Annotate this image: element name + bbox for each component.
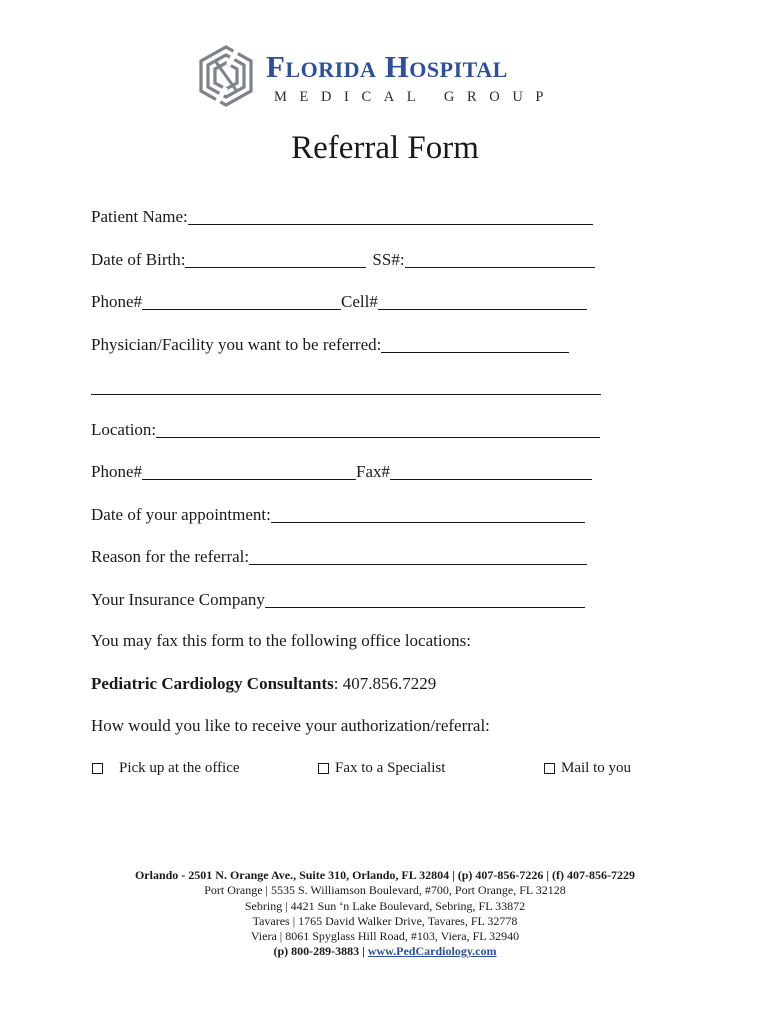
pick-up-checkbox[interactable]	[92, 763, 103, 774]
reason-field[interactable]	[249, 547, 587, 565]
phone-label: Phone#	[91, 292, 142, 311]
florida-hospital-logo	[194, 44, 584, 112]
hospital-emblem-icon	[194, 44, 258, 108]
logo-subtitle: MEDICAL GROUP	[274, 89, 557, 105]
insurance-row	[91, 587, 585, 611]
footer-addresses	[0, 868, 770, 960]
phone-cell-row	[91, 289, 587, 313]
location-row	[91, 417, 600, 441]
footer-tavares: Tavares | 1765 David Walker Drive, Tavares, FL 32778	[252, 913, 518, 928]
fax-specialist-checkbox[interactable]	[318, 763, 329, 774]
practice-phone: 407.856.7229	[342, 674, 437, 693]
footer-viera: Viera | 8061 Spyglass Hill Road, #103, Viera, FL 32940	[250, 929, 520, 944]
option-mail[interactable]	[544, 758, 631, 778]
mail-label: Mail to you	[561, 760, 631, 776]
reason-row	[91, 544, 587, 568]
dob-ss-row	[91, 247, 595, 271]
phone-fax-row	[91, 459, 592, 483]
appointment-label: Date of your appointment:	[91, 505, 271, 524]
appointment-field[interactable]	[271, 505, 585, 523]
reason-label: Reason for the referral:	[91, 547, 250, 566]
date-of-birth-label: Date of Birth:	[91, 250, 186, 269]
phone-field[interactable]	[142, 292, 341, 310]
insurance-field[interactable]	[265, 590, 585, 608]
physician-row	[91, 332, 569, 356]
patient-name-field[interactable]	[188, 207, 593, 225]
phone2-label: Phone#	[91, 462, 142, 481]
ss-label: SS#:	[372, 250, 405, 269]
physician-label: Physician/Facility you want to be referred:	[91, 335, 382, 354]
patient-name-row	[91, 204, 593, 228]
footer-phone: (p) 800-289-3883 |	[273, 944, 368, 959]
footer-port-orange: Port Orange | 5535 S. Williamson Boulevard, #700, Port Orange, FL 32128	[204, 883, 566, 898]
mail-checkbox[interactable]	[544, 763, 555, 774]
receive-question: How would you like to receive your authorization/referral:	[91, 716, 490, 735]
option-fax-specialist[interactable]	[318, 758, 445, 778]
physician-continuation-field[interactable]	[91, 377, 601, 395]
page-title: Referral Form	[291, 130, 479, 166]
practice-name: Pediatric Cardiology Consultants	[91, 674, 334, 693]
option-pick-up[interactable]	[92, 758, 240, 778]
practice-line	[91, 673, 436, 695]
footer-orlando: Orlando - 2501 N. Orange Ave., Suite 310, Orlando, FL 32804 | (p) 407-856-7226 | (f) 407-856-7229	[134, 868, 636, 882]
footer-sebring: Sebring | 4421 Sun ‘n Lake Boulevard, Sebring, FL 33872	[244, 898, 526, 913]
physician-continuation-row	[91, 374, 601, 398]
fax-field[interactable]	[390, 462, 592, 480]
cell-label: Cell#	[341, 292, 378, 311]
fax-specialist-label: Fax to a Specialist	[335, 760, 446, 776]
appointment-row	[91, 502, 585, 526]
logo-name: Florida Hospital	[266, 49, 508, 84]
cell-field[interactable]	[378, 292, 587, 310]
location-label: Location:	[91, 420, 157, 439]
patient-name-label: Patient Name:	[91, 207, 188, 226]
insurance-label: Your Insurance Company	[91, 590, 265, 609]
location-field[interactable]	[156, 420, 600, 438]
footer-contact	[0, 944, 770, 959]
fax-label: Fax#	[356, 462, 390, 481]
practice-separator: :	[333, 674, 339, 693]
pick-up-label: Pick up at the office	[119, 760, 240, 776]
phone2-field[interactable]	[142, 462, 356, 480]
website-link[interactable]: www.PedCardiology.com	[367, 944, 497, 959]
physician-field[interactable]	[381, 335, 569, 353]
ss-field[interactable]	[405, 250, 595, 268]
fax-instructions: You may fax this form to the following office locations:	[91, 631, 471, 650]
date-of-birth-field[interactable]	[185, 250, 366, 268]
